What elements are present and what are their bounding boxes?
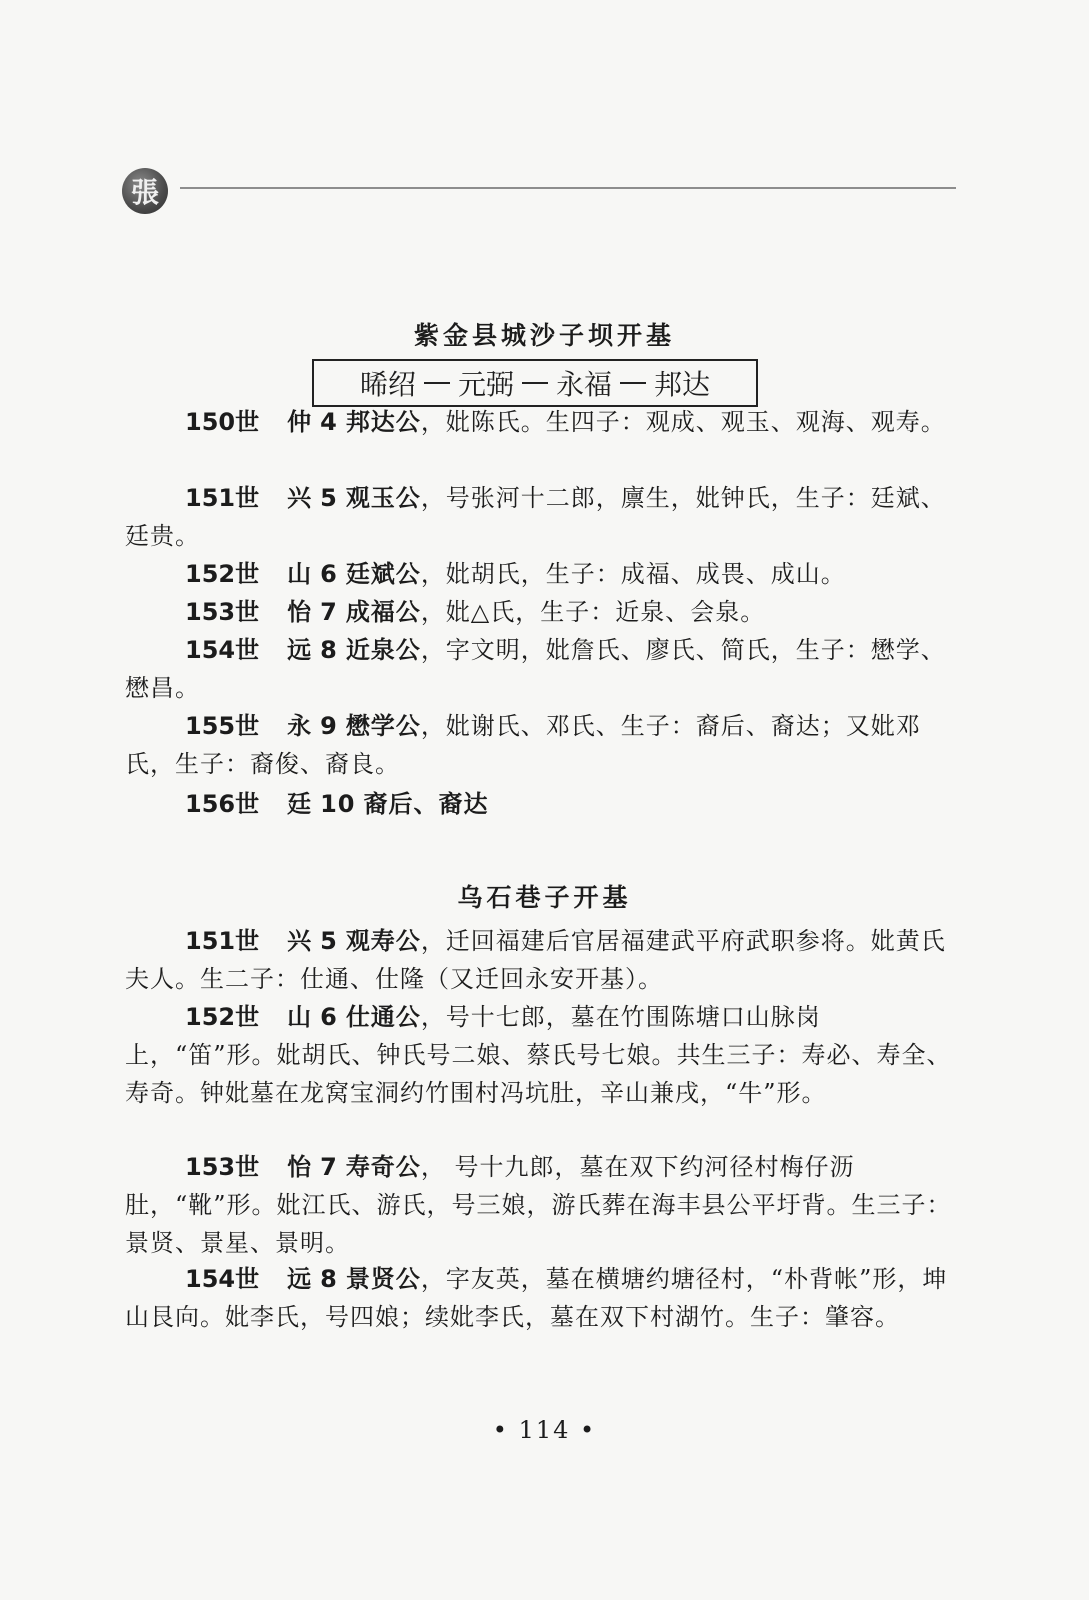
- lineage-name: 邦达: [654, 368, 711, 401]
- generation-number: 5: [320, 927, 338, 955]
- ancestor-name: 邦达公: [345, 408, 421, 436]
- genealogy-entry: [125, 785, 965, 823]
- generation-number: 6: [320, 1003, 338, 1031]
- generation-char: 兴: [287, 484, 313, 512]
- genealogy-entry: [125, 479, 965, 555]
- generation-char: 廷: [287, 790, 313, 818]
- generation-number: 5: [320, 484, 338, 512]
- genealogy-entry: [125, 631, 965, 707]
- generation-number: 4: [320, 408, 338, 436]
- ancestor-name: 景贤公: [345, 1265, 421, 1293]
- generation-label: 156世: [185, 790, 260, 818]
- entry-text: ，字文明，妣詹氏、廖氏、简氏，生子：懋学、懋昌。: [125, 636, 946, 702]
- entry-text: ，迁回福建后官居福建武平府武职参将。妣黄氏夫人。生二子：仕通、仕隆（又迁回永安开基）。: [125, 927, 946, 993]
- generation-label: 152世: [185, 560, 260, 588]
- section2-title: 乌石巷子开基: [457, 883, 632, 912]
- ancestor-name: 观玉公: [345, 484, 421, 512]
- generation-char: 兴: [287, 927, 313, 955]
- generation-label: 151世: [185, 927, 260, 955]
- entry-text: ，字友英，墓在横塘约塘径村，“朴背帐”形，坤山艮向。妣李氏，号四娘；续妣李氏，墓在双下村湖竹。生子：肇容。: [125, 1265, 948, 1331]
- entry-text: ，妣陈氏。生四子：观成、观玉、观海、观寿。: [420, 408, 946, 436]
- genealogy-entry: [125, 922, 965, 998]
- entry-text: ，号张河十二郎，廪生，妣钟氏，生子：廷斌、廷贵。: [125, 484, 946, 550]
- generation-number: 8: [320, 636, 338, 664]
- entry-text: ，妣胡氏，生子：成福、成畏、成山。: [420, 560, 846, 588]
- lineage-box: [312, 359, 758, 407]
- generation-number: 9: [320, 712, 338, 740]
- genealogy-entry: [125, 707, 965, 783]
- section1-title: 紫金县城沙子坝开基: [413, 321, 675, 350]
- generation-char: 远: [287, 636, 313, 664]
- lineage-dash: [620, 382, 646, 384]
- ancestor-name: 懋学公: [345, 712, 421, 740]
- generation-label: 150世: [185, 408, 260, 436]
- seal-character: 張: [130, 176, 159, 209]
- genealogy-entry: [125, 1148, 965, 1262]
- generation-label: 154世: [185, 636, 260, 664]
- entry-text: ，妣△氏，生子：近泉、会泉。: [420, 598, 766, 626]
- generation-label: 153世: [185, 1153, 260, 1181]
- generation-label: 154世: [185, 1265, 260, 1293]
- ancestor-name: 近泉公: [345, 636, 421, 664]
- generation-number: 7: [320, 1153, 338, 1181]
- generation-number: 6: [320, 560, 338, 588]
- ancestor-name: 裔后、裔达: [363, 790, 489, 818]
- generation-label: 155世: [185, 712, 260, 740]
- generation-number: 8: [320, 1265, 338, 1293]
- lineage-name: 晞绍: [359, 368, 416, 401]
- lineage-name: 元弼: [457, 368, 514, 401]
- genealogy-entry: [125, 1260, 965, 1336]
- entry-text: ，号十七郎，墓在竹围陈塘口山脉岗上，“笛”形。妣胡氏、钟氏号二娘、蔡氏号七娘。共生三子：寿必、寿全、寿奇。钟妣墓在龙窝宝洞约竹围村冯坑肚，辛山兼戌，“牛”形。: [125, 1003, 952, 1107]
- generation-number: 7: [320, 598, 338, 626]
- lineage-name: 永福: [556, 368, 613, 401]
- zhang-seal-icon: [122, 168, 168, 214]
- ancestor-name: 成福公: [345, 598, 421, 626]
- generation-number: 10: [320, 790, 356, 818]
- ancestor-name: 观寿公: [345, 927, 421, 955]
- genealogy-entry: [125, 555, 965, 593]
- ancestor-name: 寿奇公: [345, 1153, 421, 1181]
- generation-char: 怡: [287, 598, 313, 626]
- entry-text: ， 号十九郎，墓在双下约河径村梅仔沥肚，“靴”形。妣江氏、游氏，号三娘，游氏葬在海丰县公平圩背。生三子：景贤、景星、景明。: [125, 1153, 952, 1257]
- genealogy-entry: [125, 593, 965, 631]
- header-rule: [180, 187, 956, 189]
- ancestor-name: 廷斌公: [345, 560, 421, 588]
- genealogy-entry: [125, 998, 965, 1112]
- generation-char: 山: [287, 560, 313, 588]
- entry-text: ，妣谢氏、邓氏、生子：裔后、裔达；又妣邓氏，生子：裔俊、裔良。: [125, 712, 921, 778]
- genealogy-entry: [125, 403, 965, 441]
- generation-char: 仲: [287, 408, 313, 436]
- generation-char: 远: [287, 1265, 313, 1293]
- lineage-dash: [424, 382, 450, 384]
- ancestor-name: 仕通公: [345, 1003, 421, 1031]
- page-number: • 114 •: [492, 1416, 597, 1444]
- generation-char: 山: [287, 1003, 313, 1031]
- generation-char: 永: [287, 712, 313, 740]
- generation-label: 153世: [185, 598, 260, 626]
- generation-label: 151世: [185, 484, 260, 512]
- generation-char: 怡: [287, 1153, 313, 1181]
- generation-label: 152世: [185, 1003, 260, 1031]
- lineage-dash: [522, 382, 548, 384]
